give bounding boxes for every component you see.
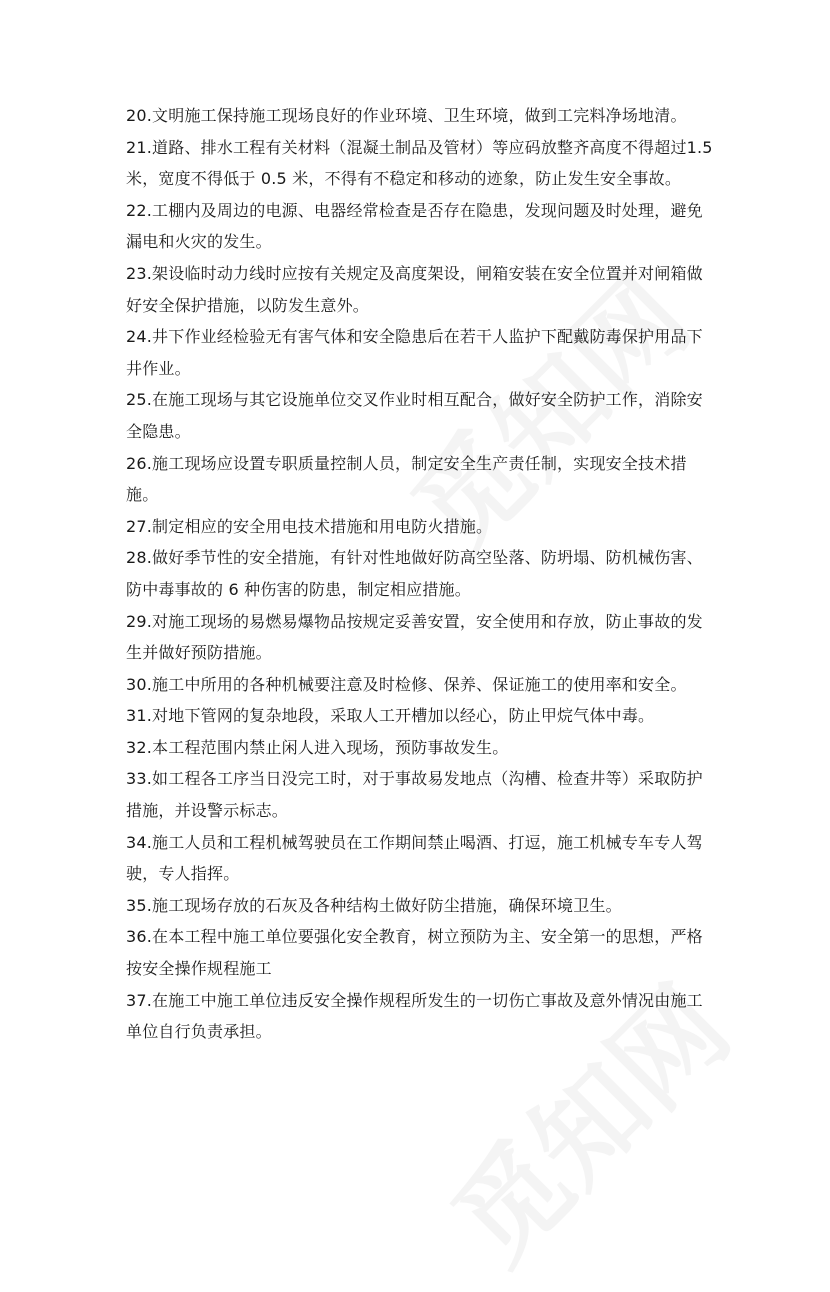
list-item: 23.架设临时动力线时应按有关规定及高度架设，闸箱安装在安全位置并对闸箱做好安全保护措施，以防发生意外。 <box>126 263 703 315</box>
list-item: 31.对地下管网的复杂地段，采取人工开槽加以经心，防止甲烷气体中毒。 <box>126 706 655 726</box>
list-item: 27.制定相应的安全用电技术措施和用电防火措施。 <box>126 516 493 536</box>
list-item: 36.在本工程中施工单位要强化安全教育，树立预防为主、安全第一的思想，严格按安全操作规程施工 <box>126 927 703 979</box>
list-item: 22.工棚内及周边的电源、电器经常检查是否存在隐患，发现问题及时处理，避免漏电和火灾的发生。 <box>126 200 703 252</box>
list-item: 28.做好季节性的安全措施，有针对性地做好防高空坠落、防坍塌、防机械伤害、防中毒事故的 6 种伤害的防患，制定相应措施。 <box>126 548 703 599</box>
list-item: 21.道路、排水工程有关材料（混凝土制品及管材）等应码放整齐高度不得超过1.5 米，宽度不得低于 0.5 米，不得有不稳定和移动的迹象，防止发生安全事故。 <box>126 137 713 189</box>
list-item: 37.在施工中施工单位违反安全操作规程所发生的一切伤亡事故及意外情况由施工单位自行负责承担。 <box>126 990 703 1042</box>
list-item: 20.文明施工保持施工现场良好的作业环境、卫生环境，做到工完料净场地清。 <box>126 106 687 125</box>
list-item: 30.施工中所用的各种机械要注意及时检修、保养、保证施工的使用率和安全。 <box>126 674 687 694</box>
list-item: 25.在施工现场与其它设施单位交叉作业时相互配合，做好安全防护工作，消除安全隐患。 <box>126 390 703 441</box>
list-item: 24.井下作业经检验无有害气体和安全隐患后在若干人监护下配戴防毒保护用品下井作业。 <box>126 327 703 378</box>
document-body <box>126 100 716 1048</box>
list-item: 26.施工现场应设置专职质量控制人员，制定安全生产责任制，实现安全技术措施。 <box>126 453 687 505</box>
list-item: 32.本工程范围内禁止闲人进入现场，预防事故发生。 <box>126 737 509 757</box>
list-item: 29.对施工现场的易燃易爆物品按规定妥善安置，安全使用和存放，防止事故的发生并做好预防措施。 <box>126 611 703 663</box>
list-item: 33.如工程各工序当日没完工时，对于事故易发地点（沟槽、检查井等）采取防护措施，并设警示标志。 <box>126 769 703 821</box>
list-item: 35.施工现场存放的石灰及各种结构土做好防尘措施，确保环境卫生。 <box>126 895 622 915</box>
list-item: 34.施工人员和工程机械驾驶员在工作期间禁止喝酒、打逗，施工机械专车专人驾驶，专人指挥。 <box>126 832 703 884</box>
